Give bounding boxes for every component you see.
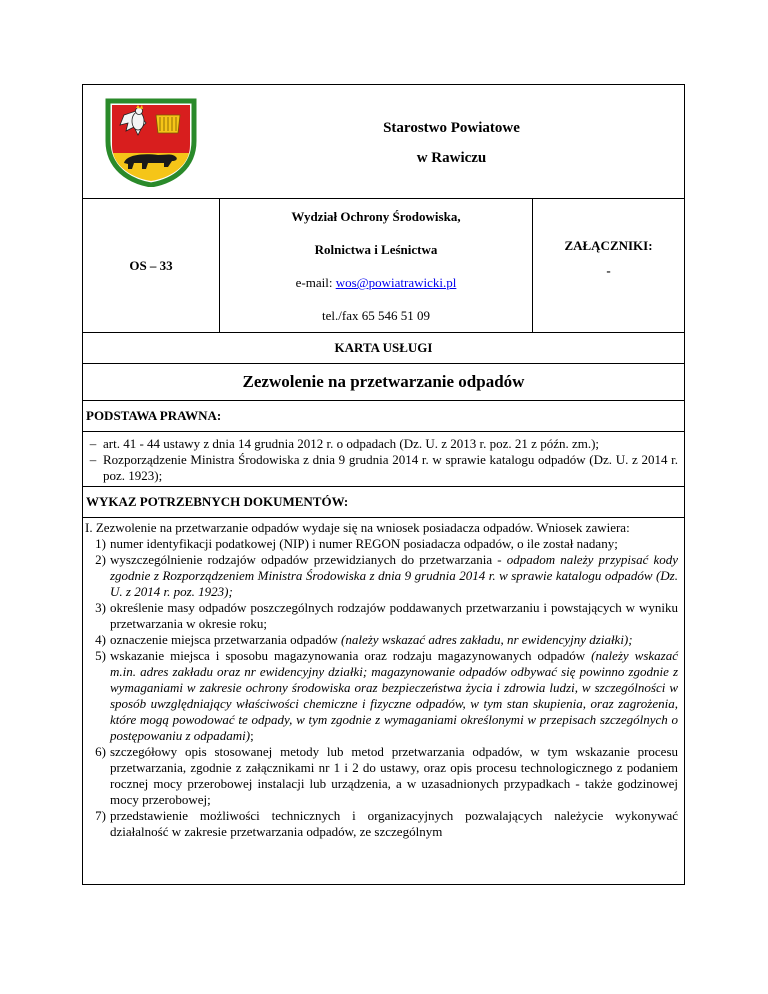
- list-item: [85, 536, 678, 552]
- item-number: 1): [95, 536, 106, 551]
- item-main-text: oznaczenie miejsca przetwarzania odpadów: [110, 632, 341, 647]
- list-item: [85, 648, 678, 744]
- department-name-line-2: Rolnictwa i Leśnictwa: [314, 242, 438, 257]
- item-text: [110, 744, 678, 808]
- department-phone: tel./fax 65 546 51 09: [322, 308, 430, 323]
- email-link[interactable]: wos@powiatrawicki.pl: [335, 275, 457, 290]
- service-card: [82, 84, 685, 885]
- item-number: 7): [95, 808, 106, 823]
- list-item: [83, 436, 678, 452]
- item-number: 5): [95, 648, 106, 663]
- item-number: 2): [95, 552, 106, 567]
- item-text: [110, 536, 618, 552]
- document-title: Zezwolenie na przetwarzanie odpadów: [83, 364, 684, 401]
- item-main-text: wskazanie miejsca i sposobu magazynowania oraz rodzaju magazynowanych odpadów: [110, 648, 592, 663]
- department-info: [220, 199, 533, 332]
- item-text: [110, 648, 678, 744]
- attachments: [533, 199, 684, 332]
- dash-bullet: –: [89, 436, 97, 451]
- legal-basis-heading: PODSTAWA PRAWNA:: [83, 401, 684, 432]
- item-main-text: wyszczególnienie rodzajów odpadów przewidzianych do przetwarzania -: [110, 552, 507, 567]
- item-note: odpadom należy przypisać kody zgodnie z Rozporządzeniem Ministra Środowiska z dnia 9 grudnia 2014 r. w sprawie katalogu odpadów (Dz. U. z 2014 r. poz. 1923);: [110, 552, 678, 599]
- item-text: [110, 600, 678, 632]
- item-number: 3): [95, 600, 106, 615]
- department-name-line-1: Wydział Ochrony Środowiska,: [291, 209, 461, 224]
- item-tail: ;: [250, 728, 254, 743]
- legal-basis-list: [83, 432, 684, 487]
- documents-list: [83, 518, 684, 884]
- legal-item-text: Rozporządzenie Ministra Środowiska z dnia 9 grudnia 2014 r. w sprawie katalogu odpadów (Dz. U. z 2014 r. poz. 1923);: [103, 452, 678, 483]
- office-line-2: w Rawiczu: [416, 150, 487, 166]
- legal-item-text: art. 41 - 44 ustawy z dnia 14 grudnia 2012 r. o odpadach (Dz. U. z 2013 r. poz. 21 z późn. zm.);: [103, 436, 600, 451]
- department-row: [83, 199, 684, 333]
- list-item: [85, 600, 678, 632]
- list-item: [85, 744, 678, 808]
- item-main-text: określenie masy odpadów poszczególnych rodzajów poddawanych przetwarzaniu i powstających w wyniku przetwarzania w okresie roku;: [110, 600, 678, 631]
- attachments-label: ZAŁĄCZNIKI:: [564, 238, 653, 253]
- item-text: [110, 808, 678, 840]
- list-item: [85, 808, 678, 840]
- item-text: [110, 552, 678, 600]
- header-row: [83, 85, 684, 199]
- list-item: [83, 452, 678, 484]
- documents-heading: WYKAZ POTRZEBNYCH DOKUMENTÓW:: [83, 487, 684, 518]
- item-note: (należy wskazać adres zakładu, nr ewidencyjny działki);: [341, 632, 633, 647]
- item-text: [110, 632, 633, 648]
- attachments-value: -: [606, 263, 611, 278]
- item-note: (należy wskazać m.in. adres zakładu oraz nr ewidencyjny działki; magazynowanie odpadów odbywać się powinno zgodnie z wymaganiami w zakresie ochrony środowiska oraz bezpieczeństwa życia i zdrowia ludzi, w szczególności w sposób uwzględniający właściwości chemiczne i fizyczne odpadów, w tym stan skupienia, oraz zagrożenia, które mogą powodować te odpady, w tym zgodnie z wymaganiami określonymi w przepisach szczególnych o postępowaniu z odpadami): [110, 648, 678, 743]
- item-main-text: numer identyfikacji podatkowej (NIP) i numer REGON posiadacza odpadów, o ile został nadany;: [110, 536, 618, 551]
- item-number: 4): [95, 632, 106, 647]
- service-code: OS – 33: [83, 199, 220, 332]
- documents-intro: I. Zezwolenie na przetwarzanie odpadów wydaje się na wniosek posiadacza odpadów. Wniosek zawiera:: [85, 520, 630, 535]
- office-line-1: Starostwo Powiatowe: [383, 120, 520, 136]
- email-label: e-mail:: [295, 275, 336, 290]
- coat-of-arms-icon: [83, 85, 219, 198]
- item-number: 6): [95, 744, 106, 759]
- card-label: KARTA USŁUGI: [83, 333, 684, 364]
- item-main-text: przedstawienie możliwości technicznych i organizacyjnych pozwalających należycie wykonywać działalność w zakresie przetwarzania odpadów, ze szczególnym: [110, 808, 678, 839]
- office-name: [219, 85, 684, 198]
- list-item: [85, 632, 678, 648]
- list-item: [85, 552, 678, 600]
- department-email: [220, 275, 532, 291]
- item-main-text: szczegółowy opis stosowanej metody lub metod przetwarzania odpadów, w tym wskazanie procesu przetwarzania, zgodnie z załącznikami nr 1 i 2 do ustawy, oraz opis procesu technologicznego z podaniem rocznej mocy przerobowej instalacji lub urządzenia, a w uzasadnionych przypadkach - także godzinowej mocy przerobowej;: [110, 744, 678, 807]
- dash-bullet: –: [89, 452, 97, 467]
